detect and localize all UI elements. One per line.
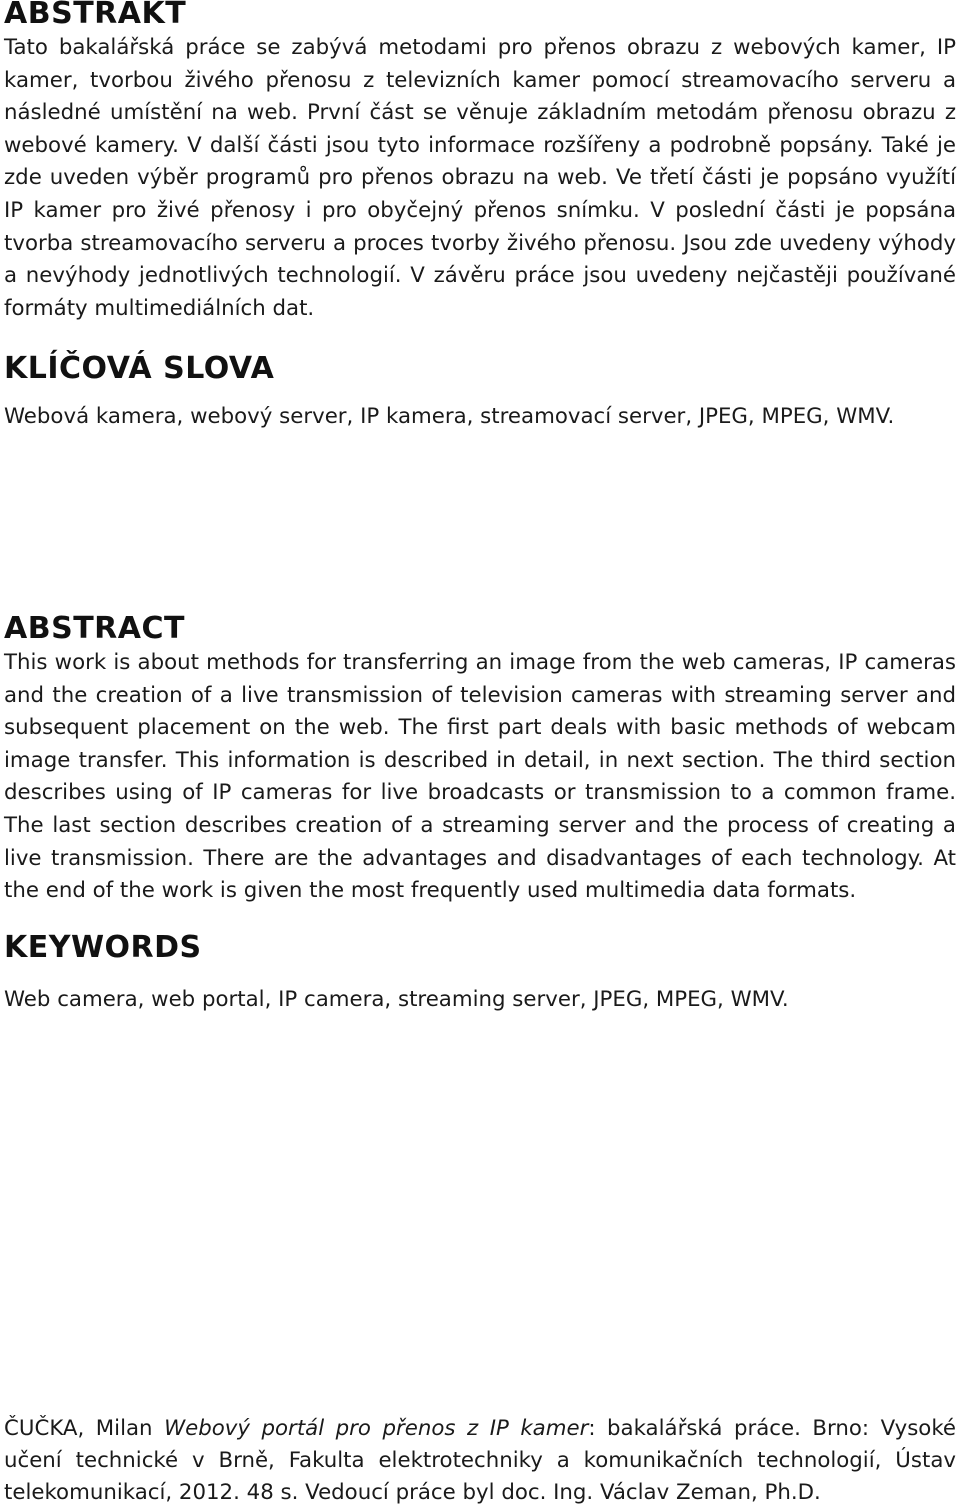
citation-author: ČUČKA, Milan [4, 1416, 153, 1441]
citation-text [4, 1413, 956, 1509]
czech-abstract-text: Tato bakalářská práce se zabývá metodami pro přenos obrazu z webových kamer, IP kamer, tvorbou živého přenosu z televizních kamer pomocí streamovacího serveru a následné umístění na web. První část se věnuje základním metodám přenosu obrazu z webové kamery. V další části jsou tyto informace rozšířeny a podrobně popsány. Také je zde uveden výběr programů pro přenos obrazu na web. Ve třetí části je popsáno využítí IP kamer pro živé přenosy i pro obyčejný přenos snímku. V poslední části je popsána tvorba streamovacího serveru a proces tvorby živého přenosu. Jsou zde uvedeny výhody a nevýhody jednotlivých technologií. V závěru práce jsou uvedeny nejčastěji používané formáty multimediálních dat. [4, 35, 956, 321]
czech-keywords-heading: KLÍČOVÁ SLOVA [4, 351, 275, 386]
czech-keywords-text: Webová kamera, webový server, IP kamera, streamovací server, JPEG, MPEG, WMV. [4, 404, 895, 429]
citation-details: : bakalářská práce. Brno: Vysoké učení technické v Brně, Fakulta elektrotechniky a komunikačních technologií, Ústav telekomunikací, 2012. 48 s. Vedoucí práce byl doc. Ing. Václav Zeman, Ph.D. [4, 1416, 956, 1505]
english-keywords-heading: KEYWORDS [4, 930, 202, 965]
citation-title: Webový portál pro přenos z IP kamer [164, 1416, 589, 1441]
czech-abstract-heading: ABSTRAKT [4, 0, 187, 31]
czech-keywords-section [4, 351, 956, 434]
english-keywords-section [4, 930, 956, 1017]
english-abstract-text: This work is about methods for transferring an image from the web cameras, IP cameras and the creation of a live transmission of television cameras with streaming server and subsequent placement on the web. The first part deals with basic methods of webcam image transfer. This information is described in detail, in next section. The third section describes using of IP cameras for live broadcasts or transmission to a common frame. The last section describes creation of a streaming server and the process of creating a live transmission. There are the advantages and disadvantages of each technology. At the end of the work is given the most frequently used multimedia data formats. [4, 650, 956, 904]
bibliographic-citation [4, 1413, 956, 1509]
english-keywords-text: Web camera, web portal, IP camera, streaming server, JPEG, MPEG, WMV. [4, 987, 789, 1012]
czech-abstract-section [4, 0, 956, 325]
english-abstract-section [4, 611, 956, 908]
english-abstract-heading: ABSTRACT [4, 611, 185, 646]
